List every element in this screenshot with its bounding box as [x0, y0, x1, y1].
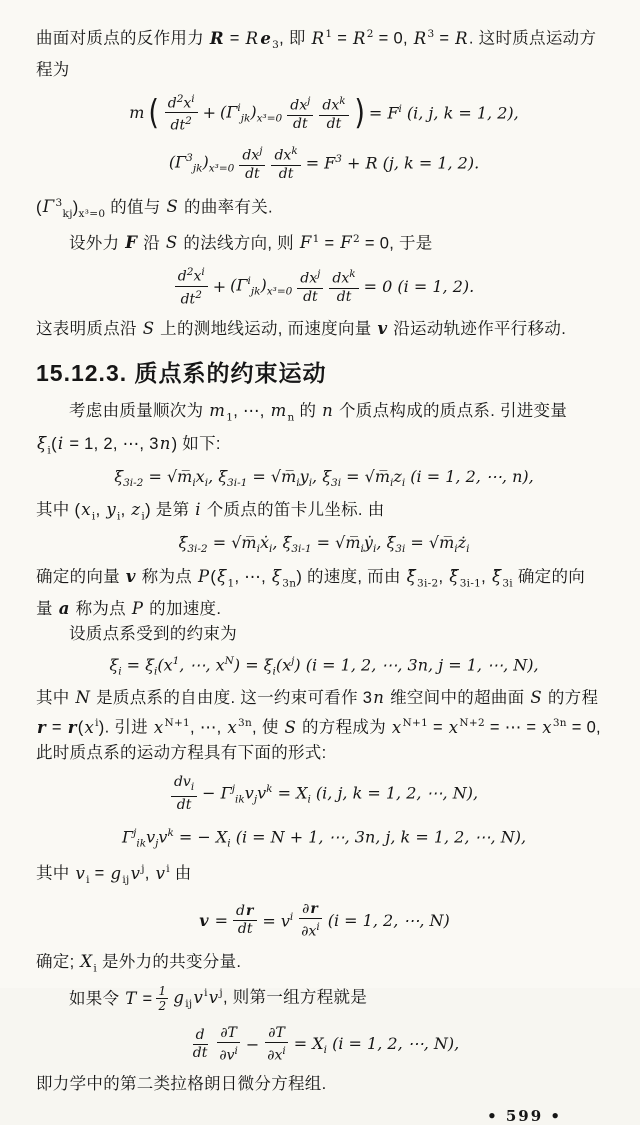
text-line: $(\Gamma^3_{kj})_{x^3=0}$ 的值与 S 的曲率有关.: [36, 196, 273, 220]
denominator: dt: [245, 165, 260, 182]
fraction: [156, 984, 168, 1013]
eq-term: $(\Gamma^3_{jk})_{x^3=0}$: [168, 151, 235, 175]
text-line: 设外力 F 沿 S 的法线方向, 则 $F^1 = F^2 = 0$, 于是: [69, 232, 433, 253]
equation-normal-component: [36, 143, 612, 183]
eq-term: $\xi̇_{3i-2}$ = $√m̅_iẋ_i$, $\xi̇_{3i-1}$ = $√m̅_iẏ_i$, $\xi̇_{3i}$ = $√m̅_iż_i$: [178, 533, 470, 556]
fraction: [175, 264, 208, 308]
equation-geodesic: [36, 264, 612, 308]
denominator: $\partial x^i$: [267, 1044, 286, 1064]
numerator: $dx^j$: [239, 143, 265, 166]
denominator: dt: [192, 1045, 208, 1062]
numerator: dr: [233, 903, 257, 921]
fraction: [287, 93, 313, 133]
text-line: 程为: [36, 60, 70, 79]
equation-xi-definition: [36, 466, 612, 494]
equation-motion-second-group: [36, 822, 612, 855]
numerator: $d^2x^i$: [175, 264, 208, 287]
equation-motion-on-surface: [36, 91, 612, 135]
denominator: 2: [158, 999, 167, 1014]
text-line: 其中 N 是质点系的自由度. 这一约束可看作 3n 维空间中的超曲面 S 的方程: [36, 688, 599, 708]
page-footer: [36, 1107, 612, 1125]
fraction: [264, 1025, 289, 1065]
equation-velocity: [36, 901, 612, 941]
fraction: [271, 143, 300, 183]
eq-term: $(\Gamma^i_{jk})_{x^3=0}$: [220, 101, 283, 125]
eq-term: = $F^3 + R$ (j, k = 1, 2).: [305, 153, 480, 173]
fraction: [216, 1025, 241, 1065]
denominator: dt: [293, 115, 308, 132]
denominator: $dt^2$: [180, 288, 202, 308]
eq-term: −: [245, 1035, 260, 1055]
numerator: d: [193, 1027, 208, 1045]
eq-term: m: [129, 103, 145, 123]
page-number: • 599 •: [487, 1107, 562, 1125]
eq-term: $\Gamma^j_{ik}v_jv^k$ = − $X_i$ (i = N + 1, ⋯, 3n, j, k = 1, 2, ⋯, N),: [121, 826, 527, 850]
eq-term: $(\Gamma^i_{jk})_{x^3=0}$: [230, 274, 293, 298]
text-line: 确定的向量 v 称为点 $P(\xi_1$, ⋯, $\xi_{3n}$) 的速度, 而由 $\xï_{3i-2}$, $\xï_{3i-1}$, $\xï_{3i}$ 确定的向: [36, 566, 586, 589]
text-line: 考虑由质量顺次为 $m_1$, ⋯, $m_n$ 的 n 个质点构成的质点系. 引进变量: [69, 401, 568, 424]
denominator: dt: [336, 289, 352, 306]
eq-term: +: [202, 103, 217, 123]
numerator: $dx^k$: [329, 266, 358, 289]
eq-term: (i = 1, 2, ⋯, N): [327, 911, 450, 931]
text-line: $\xi_i(i = 1$, 2, ⋯, 3n) 如下:: [37, 433, 221, 456]
open-paren: (: [148, 92, 160, 133]
numerator: $dx^k$: [319, 93, 348, 116]
text-segment: 如果令 T =: [69, 988, 153, 1008]
text-line: [36, 981, 612, 1017]
equation-constraint: [36, 650, 612, 683]
fraction: [165, 91, 198, 135]
numerator: ∂r: [299, 901, 322, 919]
text-line: 确定; $X_i$ 是外力的共变分量.: [36, 951, 242, 975]
denominator: dt: [176, 796, 192, 813]
numerator: $d^2x^i$: [165, 91, 198, 114]
eq-term: = $v^i$: [262, 911, 294, 931]
text-line: 即力学中的第二类拉格朗日微分方程组.: [36, 1075, 327, 1094]
fraction: [329, 266, 358, 306]
fraction: [233, 903, 257, 938]
denominator: $\partial x^i$: [301, 921, 320, 940]
eq-term: = $X_i$ (i = 1, 2, ⋯, N),: [293, 1033, 460, 1056]
eq-term: +: [212, 276, 227, 296]
close-paren: ): [353, 92, 365, 133]
denominator: dt: [326, 115, 342, 132]
eq-term: $\xi_i = \xi_i(x^1$, ⋯, $x^N) = \xi_i(x^j)$ (i = 1, 2, ⋯, 3n, j = 1, ⋯, N),: [109, 654, 539, 678]
fraction: [171, 774, 197, 814]
numerator: 1: [158, 984, 167, 999]
fraction: [298, 901, 323, 941]
eq-term: v =: [199, 911, 228, 931]
text-line: 其中 ($x_i$, $y_i$, $z_i$) 是第 i 个质点的笛卡儿坐标. 由: [36, 500, 385, 523]
eq-term: − $\Gamma^j_{ik}v_jv^k = X_i$ (i, j, k = 1, 2, ⋯, N),: [202, 782, 479, 806]
eq-term: $\xi_{3i-2}$ = $√m̅_ix_i$, $\xi_{3i-1}$ = $√m̅_iy_i$, $\xi_{3i}$ = $√m̅_iz_i$ (i = 1, 2, ⋯, n),: [114, 466, 534, 490]
eq-term: = $F^i$ (i, j, k = 1, 2),: [368, 103, 519, 123]
text-line: 量 a 称为点 P 的加速度.: [36, 598, 222, 618]
denominator: dt: [278, 165, 294, 182]
fraction: [190, 1027, 211, 1062]
numerator: $dx^j$: [287, 93, 313, 116]
denominator: dt: [303, 289, 318, 306]
denominator: dt: [237, 921, 253, 938]
fraction: [297, 266, 323, 306]
text-line: 设质点系受到的约束为: [69, 624, 237, 643]
equation-lagrange: [36, 1025, 612, 1065]
fraction: [319, 93, 348, 133]
numerator: ∂T: [265, 1025, 288, 1043]
equation-xi-dot-definition: [36, 532, 612, 560]
equation-motion-first-group: [36, 774, 612, 814]
numerator: $dv_i$: [171, 774, 197, 797]
text-line: 曲面对质点的反作用力 R = R $e_3$, 即 $R^1 = R^2 = 0$, $R^3 = R$. 这时质点运动方: [36, 28, 597, 51]
text-line: $r = r(x^i)$. 引进 $x^{N+1}$, ⋯, $x^{3n}$, 使 S 的方程成为 $x^{N+1} = x^{N+2}$ = ⋯ = $x^{3n} = 0$,: [37, 717, 601, 737]
eq-term: = 0 (i = 1, 2).: [363, 276, 475, 296]
numerator: $dx^k$: [271, 143, 300, 166]
denominator: $dt^2$: [170, 115, 192, 135]
text-segment: $g_{ij}v^iv^j$, 则第一组方程就是: [173, 987, 368, 1010]
denominator: $\partial v^i$: [219, 1044, 238, 1064]
text-line: 此时质点系的运动方程具有下面的形式:: [36, 743, 327, 762]
section-heading: 15.12.3. 质点系的约束运动: [36, 360, 327, 387]
numerator: $dx^j$: [297, 266, 323, 289]
fraction: [239, 143, 265, 183]
text-line: 其中 $v_i = g_{ij}v^j$, $v^i$ 由: [36, 863, 192, 887]
numerator: ∂T: [217, 1025, 240, 1043]
text-line: 这表明质点沿 S 上的测地线运动, 而速度向量 v 沿运动轨迹作平行移动.: [36, 319, 567, 339]
